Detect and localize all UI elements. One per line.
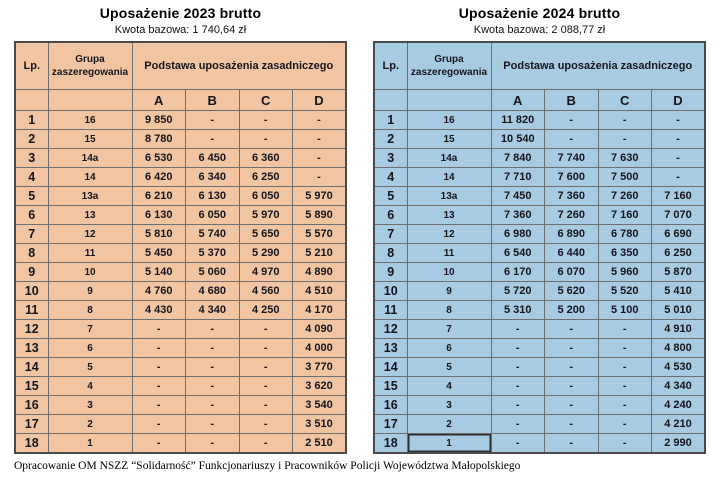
col-header-c: C (598, 90, 652, 111)
table-row (15, 187, 346, 206)
base-amount-2024: Kwota bazowa: 2 088,77 zł (473, 24, 606, 36)
header-row (15, 42, 346, 90)
cell-lp: 6 (15, 206, 48, 225)
cell-d: 4 000 (293, 339, 347, 358)
cell-grupa: 15 (407, 130, 491, 149)
cell-c: 5 650 (239, 225, 293, 244)
cell-b: 4 680 (186, 282, 240, 301)
cell-b: - (545, 320, 599, 339)
cell-b: - (186, 434, 240, 454)
cell-grupa: 6 (407, 339, 491, 358)
cell-b: 7 740 (545, 149, 599, 168)
col-header-lp: Lp. (374, 42, 407, 90)
cell-grupa: 5 (407, 358, 491, 377)
cell-b: 6 450 (186, 149, 240, 168)
col-header-d: D (293, 90, 347, 111)
cell-grupa: 10 (407, 263, 491, 282)
cell-lp: 8 (15, 244, 48, 263)
cell-d: - (652, 111, 706, 130)
cell-b: 6 890 (545, 225, 599, 244)
table-title-2023: Uposażenie 2023 brutto (99, 5, 262, 21)
table-row (374, 301, 705, 320)
cell-a: - (491, 415, 545, 434)
col-header-grupa: Grupa zaszeregowania (48, 42, 132, 90)
cell-b: - (186, 320, 240, 339)
cell-grupa: 1 (48, 434, 132, 454)
cell-lp: 3 (374, 149, 407, 168)
table-row (374, 415, 705, 434)
cell-c: 7 260 (598, 187, 652, 206)
table-row (374, 282, 705, 301)
cell-c: - (239, 415, 293, 434)
cell-lp: 3 (15, 149, 48, 168)
cell-d: 5 890 (293, 206, 347, 225)
table-row (15, 358, 346, 377)
cell-a: 6 210 (132, 187, 186, 206)
cell-grupa: 14 (48, 168, 132, 187)
cell-d: 4 240 (652, 396, 706, 415)
table-row (15, 320, 346, 339)
cell-b: 6 050 (186, 206, 240, 225)
cell-grupa: 1 (407, 434, 491, 454)
cell-lp: 2 (15, 130, 48, 149)
salary-table-panel-2024 (373, 3, 706, 454)
cell-b: - (545, 396, 599, 415)
table-row (374, 225, 705, 244)
cell-lp: 7 (374, 225, 407, 244)
table-row (374, 111, 705, 130)
cell-c: 5 970 (239, 206, 293, 225)
cell-a: 6 540 (491, 244, 545, 263)
cell-lp: 17 (15, 415, 48, 434)
cell-a: - (491, 358, 545, 377)
cell-c: - (239, 111, 293, 130)
cell-b: 5 200 (545, 301, 599, 320)
col-header-a: A (132, 90, 186, 111)
cell-d: 7 070 (652, 206, 706, 225)
cell-lp: 12 (374, 320, 407, 339)
cell-a: - (491, 434, 545, 454)
cell-b: 5 620 (545, 282, 599, 301)
cell-grupa: 2 (48, 415, 132, 434)
table-row (374, 434, 705, 454)
table-row (15, 301, 346, 320)
cell-lp: 4 (374, 168, 407, 187)
cell-b: - (545, 130, 599, 149)
header-row (374, 42, 705, 90)
cell-c: - (239, 339, 293, 358)
cell-b: - (545, 111, 599, 130)
cell-lp: 6 (374, 206, 407, 225)
col-header-b: B (186, 90, 240, 111)
cell-c: 7 500 (598, 168, 652, 187)
cell-d: 4 170 (293, 301, 347, 320)
cell-grupa: 13 (407, 206, 491, 225)
cell-c: 6 350 (598, 244, 652, 263)
cell-grupa: 3 (48, 396, 132, 415)
cell-d: 2 990 (652, 434, 706, 454)
cell-lp: 9 (15, 263, 48, 282)
cell-d: 5 970 (293, 187, 347, 206)
cell-d: 2 510 (293, 434, 347, 454)
cell-a: 5 310 (491, 301, 545, 320)
cell-lp: 13 (374, 339, 407, 358)
cell-d: 4 090 (293, 320, 347, 339)
cell-c: 5 290 (239, 244, 293, 263)
cell-grupa: 14a (48, 149, 132, 168)
cell-b: 7 600 (545, 168, 599, 187)
cell-a: 5 140 (132, 263, 186, 282)
cell-lp: 16 (374, 396, 407, 415)
cell-grupa: 7 (48, 320, 132, 339)
table-row (374, 320, 705, 339)
cell-a: - (491, 339, 545, 358)
cell-d: 5 010 (652, 301, 706, 320)
cell-lp: 8 (374, 244, 407, 263)
cell-lp: 11 (15, 301, 48, 320)
table-row (15, 149, 346, 168)
cell-lp: 14 (374, 358, 407, 377)
cell-grupa: 4 (48, 377, 132, 396)
cell-lp: 1 (15, 111, 48, 130)
cell-lp: 5 (374, 187, 407, 206)
table-row (374, 206, 705, 225)
cell-d: 4 530 (652, 358, 706, 377)
cell-c: 6 360 (239, 149, 293, 168)
cell-a: 7 450 (491, 187, 545, 206)
cell-c: - (598, 396, 652, 415)
cell-c: 7 630 (598, 149, 652, 168)
cell-grupa: 10 (48, 263, 132, 282)
cell-c: - (598, 111, 652, 130)
cell-d: - (652, 130, 706, 149)
salary-table-2024 (373, 41, 706, 454)
cell-a: - (132, 377, 186, 396)
cell-b: 4 340 (186, 301, 240, 320)
table-row (374, 339, 705, 358)
table-row (15, 434, 346, 454)
cell-b: - (186, 358, 240, 377)
subheader-empty-lp (374, 90, 407, 111)
cell-a: 5 720 (491, 282, 545, 301)
table-row (374, 358, 705, 377)
cell-b: 5 740 (186, 225, 240, 244)
cell-c: - (598, 358, 652, 377)
table-row (15, 415, 346, 434)
cell-a: - (491, 396, 545, 415)
cell-grupa: 9 (407, 282, 491, 301)
cell-d: 5 410 (652, 282, 706, 301)
cell-b: 7 360 (545, 187, 599, 206)
table-row (15, 377, 346, 396)
cell-lp: 15 (15, 377, 48, 396)
cell-d: 5 210 (293, 244, 347, 263)
col-header-grupa: Grupa zaszeregowania (407, 42, 491, 90)
subheader-empty-grupa (48, 90, 132, 111)
cell-lp: 2 (374, 130, 407, 149)
cell-c: - (239, 320, 293, 339)
cell-c: - (239, 377, 293, 396)
table-row (15, 206, 346, 225)
cell-c: - (598, 434, 652, 454)
cell-grupa: 14 (407, 168, 491, 187)
table-row (374, 377, 705, 396)
cell-c: - (598, 339, 652, 358)
cell-a: - (132, 415, 186, 434)
cell-a: 4 430 (132, 301, 186, 320)
cell-a: 9 850 (132, 111, 186, 130)
cell-lp: 12 (15, 320, 48, 339)
subheader-row (374, 90, 705, 111)
col-header-b: B (545, 90, 599, 111)
cell-a: 4 760 (132, 282, 186, 301)
cell-d: 5 870 (652, 263, 706, 282)
salary-table-2023 (14, 41, 347, 454)
cell-grupa: 16 (407, 111, 491, 130)
cell-b: - (186, 111, 240, 130)
cell-lp: 18 (15, 434, 48, 454)
cell-lp: 4 (15, 168, 48, 187)
cell-d: 3 510 (293, 415, 347, 434)
cell-b: 7 260 (545, 206, 599, 225)
cell-lp: 18 (374, 434, 407, 454)
cell-b: - (545, 434, 599, 454)
cell-d: - (652, 149, 706, 168)
cell-c: 4 560 (239, 282, 293, 301)
cell-c: - (239, 396, 293, 415)
table-title-2024: Uposażenie 2024 brutto (458, 5, 621, 21)
cell-d: 4 340 (652, 377, 706, 396)
cell-d: 4 890 (293, 263, 347, 282)
cell-grupa: 9 (48, 282, 132, 301)
cell-grupa: 16 (48, 111, 132, 130)
cell-a: - (491, 320, 545, 339)
cell-d: - (293, 130, 347, 149)
cell-b: - (186, 377, 240, 396)
cell-a: 6 170 (491, 263, 545, 282)
cell-d: 6 690 (652, 225, 706, 244)
cell-b: 5 060 (186, 263, 240, 282)
cell-b: - (186, 415, 240, 434)
cell-lp: 14 (15, 358, 48, 377)
cell-d: 3 540 (293, 396, 347, 415)
cell-a: 11 820 (491, 111, 545, 130)
cell-b: - (186, 396, 240, 415)
cell-c: 6 050 (239, 187, 293, 206)
cell-d: - (652, 168, 706, 187)
cell-d: 7 160 (652, 187, 706, 206)
tables-container (14, 3, 706, 454)
cell-a: 5 450 (132, 244, 186, 263)
col-header-podstawa: Podstawa uposażenia zasadniczego (491, 42, 705, 90)
col-header-d: D (652, 90, 706, 111)
col-header-a: A (491, 90, 545, 111)
cell-grupa: 14a (407, 149, 491, 168)
cell-d: 4 800 (652, 339, 706, 358)
col-header-lp: Lp. (15, 42, 48, 90)
cell-b: - (545, 358, 599, 377)
cell-grupa: 13a (48, 187, 132, 206)
cell-c: - (598, 130, 652, 149)
cell-a: - (132, 358, 186, 377)
subheader-empty-grupa (407, 90, 491, 111)
cell-d: - (293, 111, 347, 130)
cell-b: - (545, 339, 599, 358)
table-row (15, 225, 346, 244)
cell-c: - (239, 358, 293, 377)
cell-a: 6 530 (132, 149, 186, 168)
cell-grupa: 3 (407, 396, 491, 415)
table-row (15, 339, 346, 358)
cell-d: - (293, 168, 347, 187)
cell-grupa: 8 (48, 301, 132, 320)
base-amount-2023: Kwota bazowa: 1 740,64 zł (114, 24, 247, 36)
cell-c: - (598, 415, 652, 434)
cell-a: 7 710 (491, 168, 545, 187)
cell-a: - (132, 434, 186, 454)
cell-d: 3 620 (293, 377, 347, 396)
cell-a: 5 810 (132, 225, 186, 244)
cell-lp: 7 (15, 225, 48, 244)
cell-b: - (545, 377, 599, 396)
cell-a: - (132, 396, 186, 415)
table-row (374, 149, 705, 168)
cell-c: - (239, 130, 293, 149)
cell-c: 7 160 (598, 206, 652, 225)
cell-a: 6 980 (491, 225, 545, 244)
cell-a: 10 540 (491, 130, 545, 149)
table-row (374, 187, 705, 206)
cell-c: 4 970 (239, 263, 293, 282)
cell-b: 5 370 (186, 244, 240, 263)
cell-grupa: 13 (48, 206, 132, 225)
table-row (374, 263, 705, 282)
table-row (374, 130, 705, 149)
cell-lp: 11 (374, 301, 407, 320)
cell-a: 6 130 (132, 206, 186, 225)
cell-b: 6 070 (545, 263, 599, 282)
cell-c: - (239, 434, 293, 454)
subheader-empty-lp (15, 90, 48, 111)
table-row (15, 168, 346, 187)
cell-a: 8 780 (132, 130, 186, 149)
cell-lp: 13 (15, 339, 48, 358)
cell-a: - (491, 377, 545, 396)
cell-c: 5 100 (598, 301, 652, 320)
cell-d: 6 250 (652, 244, 706, 263)
cell-b: 6 340 (186, 168, 240, 187)
cell-d: 4 210 (652, 415, 706, 434)
cell-grupa: 6 (48, 339, 132, 358)
cell-d: 5 570 (293, 225, 347, 244)
cell-lp: 17 (374, 415, 407, 434)
cell-grupa: 12 (48, 225, 132, 244)
cell-lp: 5 (15, 187, 48, 206)
cell-c: 4 250 (239, 301, 293, 320)
cell-lp: 9 (374, 263, 407, 282)
cell-c: 5 960 (598, 263, 652, 282)
cell-lp: 16 (15, 396, 48, 415)
cell-c: 5 520 (598, 282, 652, 301)
cell-c: - (598, 320, 652, 339)
cell-a: - (132, 339, 186, 358)
table-row (15, 130, 346, 149)
cell-d: - (293, 149, 347, 168)
cell-grupa: 15 (48, 130, 132, 149)
footer-credit: Opracowanie OM NSZZ “Solidarność” Funkcjonariuszy i Pracowników Policji Województwa Małopolskiego (14, 460, 521, 472)
cell-b: - (186, 130, 240, 149)
cell-b: 6 130 (186, 187, 240, 206)
cell-b: - (545, 415, 599, 434)
cell-c: 6 780 (598, 225, 652, 244)
cell-a: - (132, 320, 186, 339)
cell-grupa: 13a (407, 187, 491, 206)
cell-grupa: 5 (48, 358, 132, 377)
cell-lp: 15 (374, 377, 407, 396)
col-header-podstawa: Podstawa uposażenia zasadniczego (132, 42, 346, 90)
table-row (15, 244, 346, 263)
cell-d: 3 770 (293, 358, 347, 377)
table-row (15, 282, 346, 301)
table-row (374, 396, 705, 415)
table-row (15, 111, 346, 130)
cell-b: - (186, 339, 240, 358)
subheader-row (15, 90, 346, 111)
table-row (374, 168, 705, 187)
col-header-c: C (239, 90, 293, 111)
cell-grupa: 7 (407, 320, 491, 339)
cell-grupa: 2 (407, 415, 491, 434)
cell-d: 4 510 (293, 282, 347, 301)
cell-grupa: 8 (407, 301, 491, 320)
salary-table-panel-2023 (14, 3, 347, 454)
cell-c: - (598, 377, 652, 396)
cell-a: 6 420 (132, 168, 186, 187)
cell-grupa: 11 (407, 244, 491, 263)
cell-grupa: 11 (48, 244, 132, 263)
cell-c: 6 250 (239, 168, 293, 187)
table-row (374, 244, 705, 263)
cell-b: 6 440 (545, 244, 599, 263)
cell-grupa: 12 (407, 225, 491, 244)
cell-lp: 10 (15, 282, 48, 301)
cell-lp: 10 (374, 282, 407, 301)
table-row (15, 263, 346, 282)
cell-grupa: 4 (407, 377, 491, 396)
cell-d: 4 910 (652, 320, 706, 339)
cell-lp: 1 (374, 111, 407, 130)
cell-a: 7 360 (491, 206, 545, 225)
table-row (15, 396, 346, 415)
cell-a: 7 840 (491, 149, 545, 168)
